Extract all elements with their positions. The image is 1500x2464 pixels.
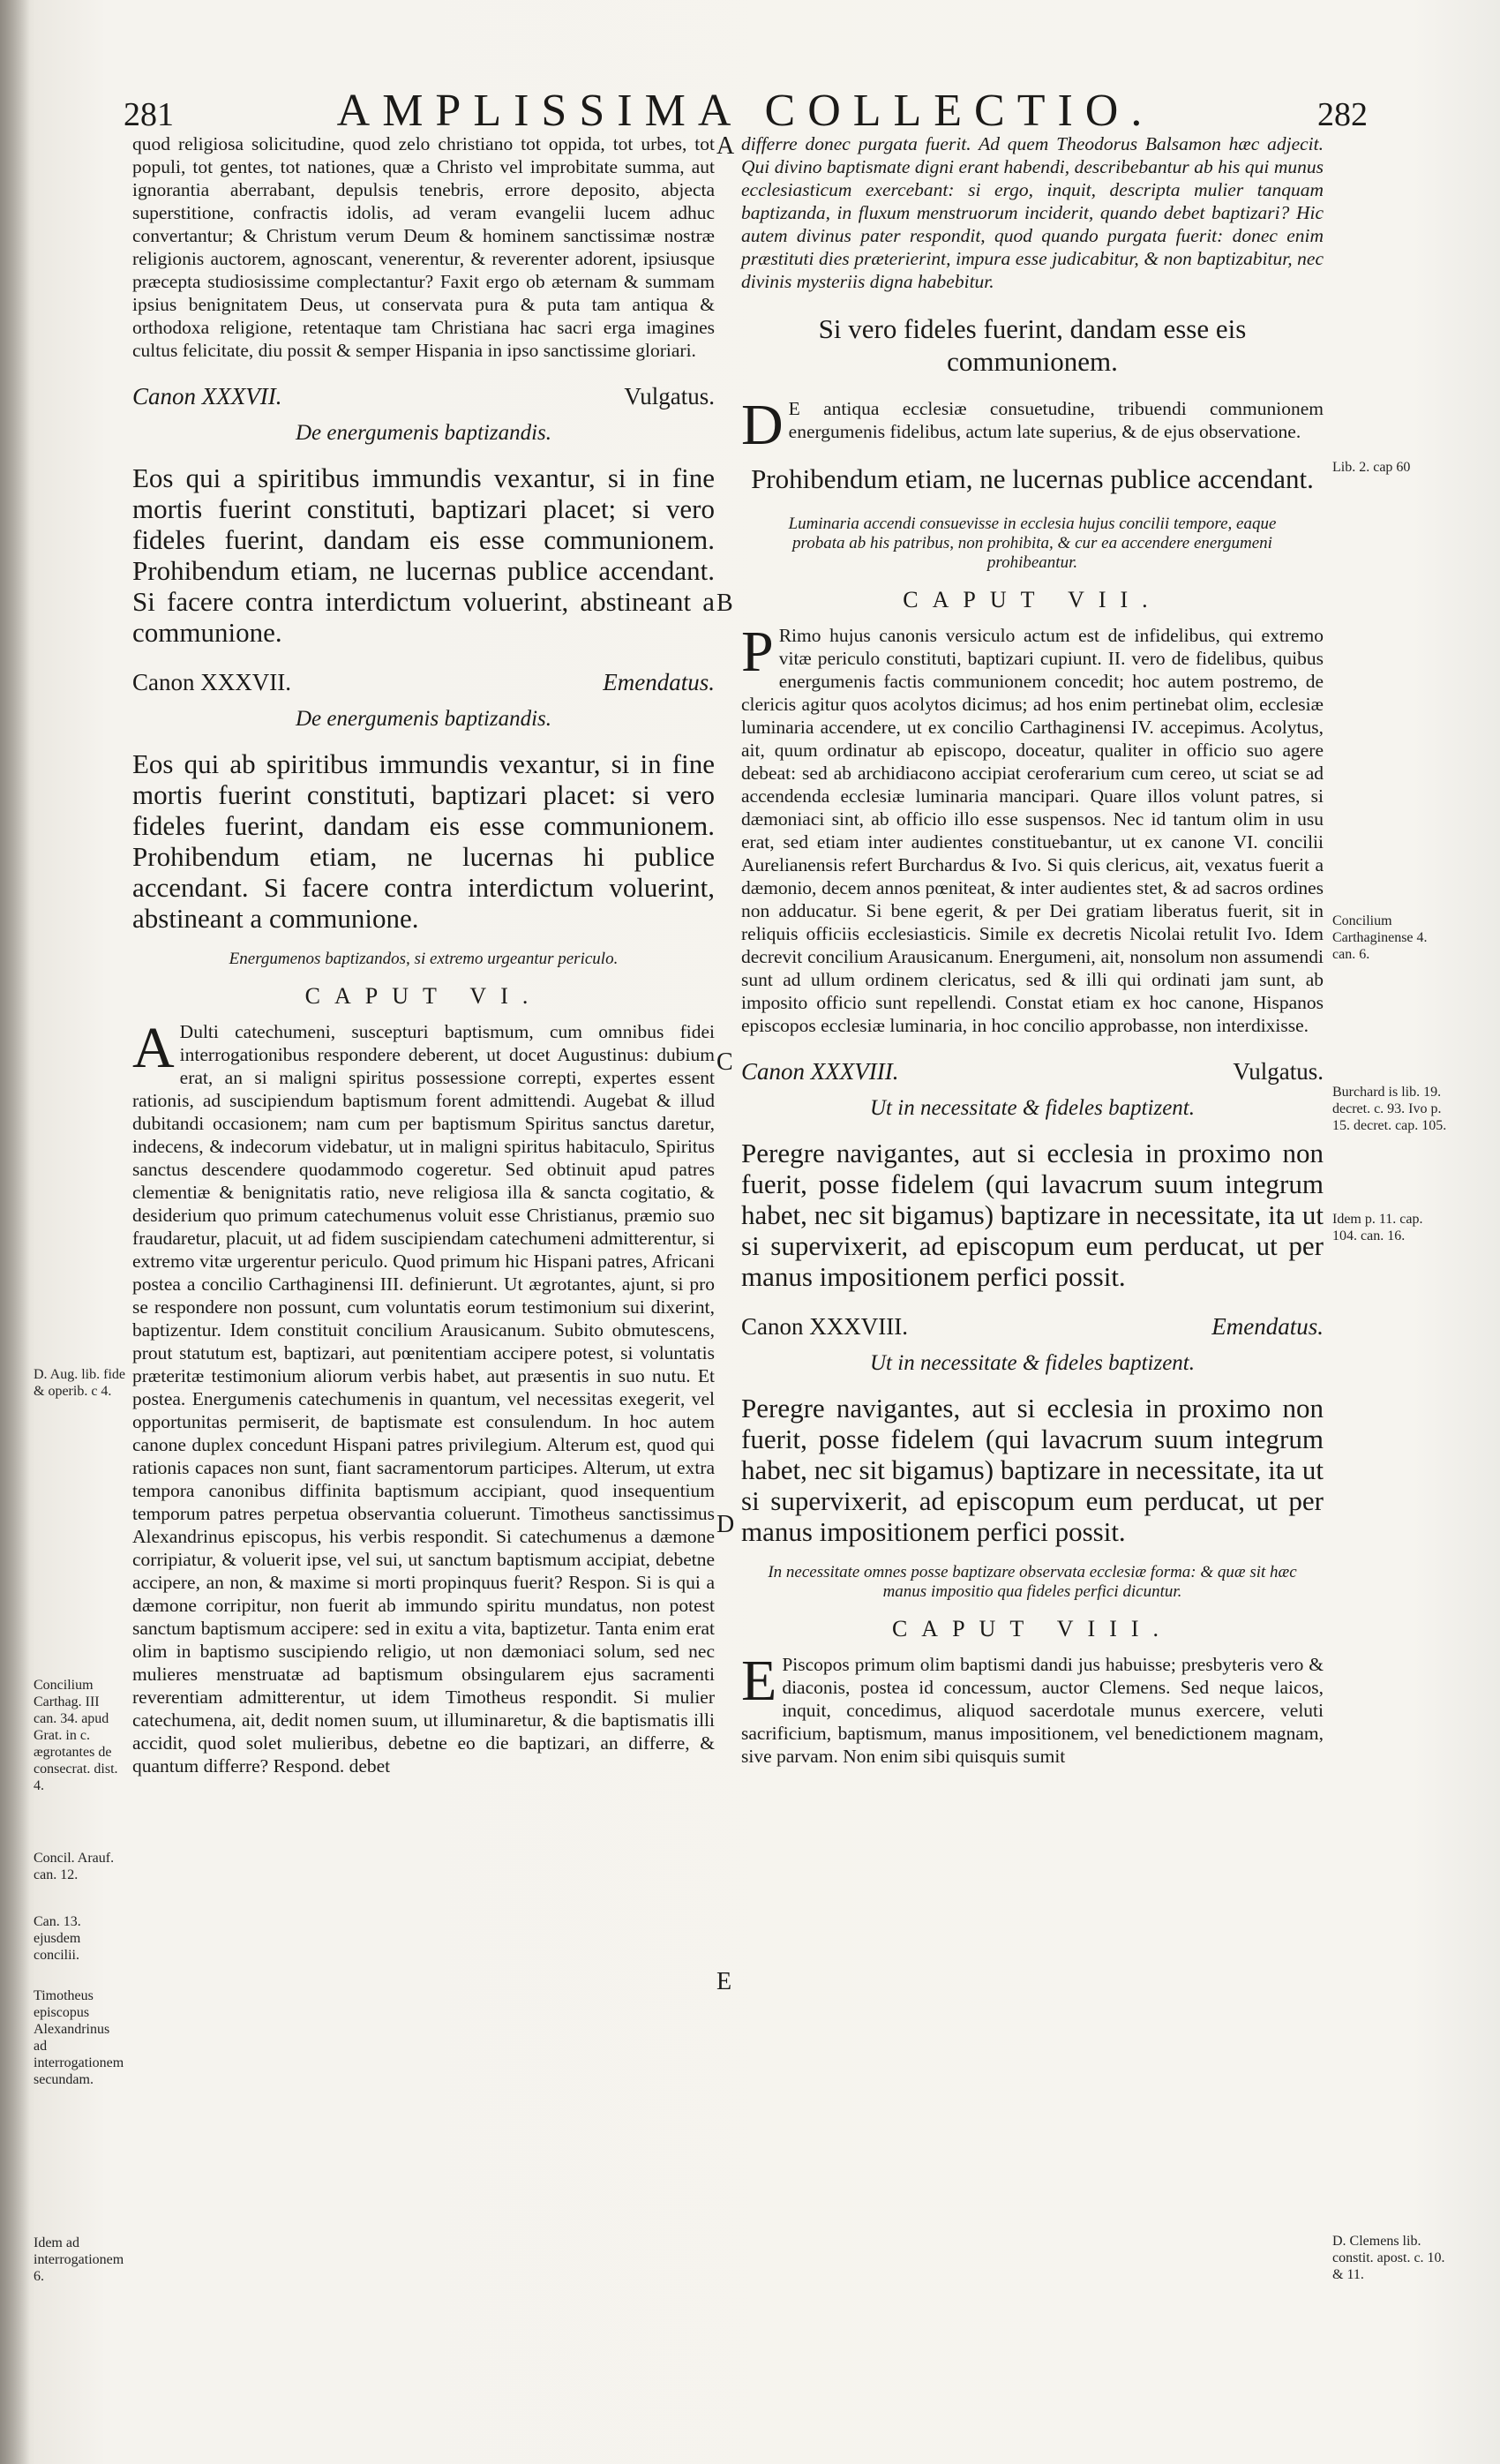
drop-cap: P — [741, 620, 774, 684]
drop-cap: E — [741, 1649, 777, 1713]
canon-heading — [132, 385, 715, 408]
chapter-text — [132, 1016, 715, 1777]
canon-text: Peregre navigantes, aut si ecclesia in proximo non fuerit, posse fidelem (qui lavacrum suum integrum habet, nec sit bigamus) baptizare in necessitate, ita ut si supervixerit, ad episcopum eum perducat, ut per manus impositionem perfici possit. — [741, 1138, 1324, 1292]
canon-number: Canon XXXVII. — [132, 669, 291, 695]
margin-note: Timotheus episcopus Alexandrinus ad interrogationem secundam. — [34, 1988, 124, 2087]
section-letter-b: B — [716, 590, 733, 617]
canon-title: Ut in necessitate & fideles baptizent. — [870, 1096, 1195, 1120]
canon-version: Vulgatus. — [1233, 1058, 1324, 1085]
running-title: AMPLISSIMA COLLECTIO. — [336, 86, 1155, 136]
canon-number: Canon XXXVIII. — [741, 1058, 899, 1085]
canon-text: Eos qui a spiritibus immundis vexantur, si in fine mortis fuerint constituti, baptizari placet; si vero fideles fuerint, dandam eis esse communionem. Prohibendum etiam, ne lucernas publice accendant. Si facere contra interdictum voluerint, abstineant a communione. — [132, 462, 715, 648]
margin-note: D. Aug. lib. fide & operib. c 4. — [34, 1367, 125, 1399]
page-number-right: 282 — [1317, 96, 1368, 133]
section-letter-c: C — [716, 1048, 733, 1076]
canon-heading — [741, 1060, 1324, 1083]
margin-note: Concil. Arauf. can. 12. — [34, 1851, 115, 1882]
chapter-summary: In necessitate omnes posse baptizare observata ecclesiæ forma: & quæ sit hæc manus impositio qua fideles perfici dicuntur. — [768, 1563, 1297, 1601]
margin-note: Idem ad interrogationem 6. — [34, 2235, 124, 2284]
canon-heading — [132, 671, 715, 694]
left-column — [132, 132, 715, 1777]
section-letter-e: E — [716, 1968, 732, 1995]
chapter-text — [741, 1649, 1324, 1768]
margin-note: Idem p. 11. cap. 104. can. 16. — [1332, 1212, 1423, 1243]
margin-note: Concilium Carthag. III can. 34. apud Grat. in c. ægrotantes de consecrat. dist. 4. — [34, 1678, 118, 1793]
canon-number: Canon XXXVIII. — [741, 1313, 908, 1340]
canon-clause: Prohibendum etiam, ne lucernas publice accendant. — [751, 463, 1314, 494]
margin-note: D. Clemens lib. constit. apost. c. 10. & 11. — [1332, 2234, 1445, 2282]
canon-title: Ut in necessitate & fideles baptizent. — [870, 1351, 1195, 1375]
canon-text: Eos qui ab spiritibus immundis vexantur, si in fine mortis fuerint constituti, baptizari placet: si vero fideles fuerint, dandam eis esse communionem. Prohibendum etiam, ne lucernas hi publice accendant. Si facere contra interdictum voluerint, abstineant a communione. — [132, 748, 715, 934]
margin-note: Lib. 2. cap 60 — [1332, 460, 1411, 475]
drop-cap: A — [132, 1016, 175, 1080]
canon-version: Emendatus. — [603, 669, 715, 695]
running-header — [124, 85, 1368, 138]
canon-number: Canon XXXVII. — [132, 383, 282, 409]
canon-heading — [741, 1315, 1324, 1338]
chapter-body: Rimo hujus canonis versiculo actum est de infidelibus, qui extremo vitæ periculo constituti, baptizari cupiunt. II. vero de fidelibus, quibus energumenis factis communionem concedit; hoc autem postremo, de clericis agitur quos acolytos dicimus; ad hos enim pertinebat olim, ecclesiæ luminaria accendere, ut ex concilio Carthaginensi IV. accepimus. Acolytus, ait, quum ordinatur ab episcopo, doceatur, qualiter in officio suo agere debeat: sed ab archidiacono accipiat ceroferarium cum cereo, ut sciat se ad accendenda ecclesiæ luminaria mancipari. Quare illos volunt patres, si dæmoniaci sint, ab officio illo esse suspensos. Nec id tantum olim in usu erat, sed etiam inter audientes constituebantur, ut ex canone VI. concilii Aurelianensis refert Burchardus & Ivo. Si quis clericus, ait, vexatus fuerit a dæmonio, decem annos pœniteat, & inter audientes stet, & ad sacros ordines non adducatur. Si bene egerit, & per Dei gratiam liberatus fuerit, sit in reliquis officiis ecclesiasticis. Simile ex decretis Nicolai retulit Ivo. Idem decrevit concilium Arausicanum. Energumeni, ait, nonsolum non assumendi sunt ad ullum ordinem clericatus, sed & illi qui ordinati jam sunt, ab imposito officio sunt repellendi. Constat etiam ex hoc canone, Hispanos episcopos ecclesiæ luminaria, in hoc concilio approbasse, non interdixisse. — [741, 625, 1324, 1036]
canon-title: De energumenis baptizandis. — [295, 421, 551, 445]
chapter-text — [741, 620, 1324, 1037]
section-letter-a: A — [716, 132, 735, 160]
canon-text: Peregre navigantes, aut si ecclesia in proximo non fuerit, posse fidelem (qui lavacrum suum integrum habet, nec sit bigamus) baptizare in necessitate, ita ut si supervixerit, ad episcopum eum perducat, ut per manus impositionem perfici possit. — [741, 1393, 1324, 1547]
canon-clause: Si vero fideles fuerint, dandam esse eis communionem. — [818, 313, 1247, 377]
chapter-heading: CAPUT VI. — [304, 983, 543, 1009]
commentary-paragraph — [741, 393, 1324, 457]
margin-note: Concilium Carthaginense 4. can. 6. — [1332, 913, 1428, 962]
continued-paragraph: differre donec purgata fuerit. Ad quem Theodorus Balsamon hæc adjecit. Qui divino baptismate digni erant habendi, describebantur ab his qui munus ecclesiasticum exercebant: si ergo, inquit, descripta mulier tanquam baptizanda, in fluxum menstruorum inciderit, quando debet baptizari? Hic autem divinus pater respondit, quod quando purgata fuerit: donec enim præstituti dies præterierint, impura esse judicabitur, & non baptizabitur, nec divinis mysteriis digna habebitur. — [741, 133, 1324, 292]
canon-version: Vulgatus. — [624, 383, 715, 409]
chapter-body: Dulti catechumeni, suscepturi baptismum, cum omnibus fidei interrogationibus respondere deberent, ut docet Augustinus: dubium erat, an si maligni spiritus possessione correpti, expertes essent rationis, ad suscipiendum baptismum forent admittendi. Augebat & illud dubitandi occasionem; nam cum per baptismum Spiritus sanctus daretur, indecens, & indecorum videbatur, ut in maligni spiritus habitaculo, Spiritus sanctus descendere quodammodo cogeretur. Sed obtinuit apud patres clementiæ & benignitatis ratio, neve religiosa illa & sancta cogitatio, & desiderium quo primum catechumenus voluit esse Christianus, præmio suo fraudaretur, placuit, ut ad fidem suscipiendam catechumeni admitterentur, si extremo vitæ urgerentur periculo. Quod primum hic Hispani patres, Africani postea a concilio Carthaginensi III. definierunt. Ut ægrotantes, ajunt, si pro se respondere non possunt, cum voluntatis eorum testimonium sui dixerint, baptizentur. Idem constituit concilium Arausicanum. Subito obmutescens, prout statutum est, baptizari, aut pœnitentiam accipere potest, si voluntatis præteritæ testimonium aliorum verbis habet, aut præsentis in suo nutu. Et postea. Energumenis catechumenis in quantum, vel necessitas exegerit, vel opportunitas permiserit, de baptismate est consulendum. In hoc autem canone duplex concedunt Hispani patres privilegium. Alterum est, quod qui rationis capaces non sunt, fiant sacramentorum participes. Alterum, ut extra tempora canonibus diffinita baptismum accipiant, quod insequentium temporum patres perpetua observantia coluerunt. Timotheus sanctissimus Alexandrinus episcopus, his verbis respondit. Si catechumenus a dæmone corripiatur, & voluerit ipse, vel sui, ut sanctum baptismum accipiat, debetne accipere, an non, & maxime si morti propinquus fuerit? Respon. Si is qui a dæmone corripitur, non fuerit ab immundo spiritu mundatus, non potest sanctum baptismum accipere: sed in exitu a vita, baptizetur. Tanta enim erat olim in baptismo suscipiendo religio, ut non dæmoniaci solum, sed nec mulieres menstruatæ ad baptismum obsingularem ejus sacramenti reverentiam admitterentur, ut idem Timotheus respondit. Si mulier catechumena, ait, dedit nomen suum, ut illuminaretur, & die baptismatis illi accidit, quod solet mulieribus, debetne eo die baptizari, an differre, & quantum differre? Respond. debet — [132, 1021, 715, 1777]
margin-note: Can. 13. ejusdem concilii. — [34, 1914, 81, 1963]
paragraph-body: E antiqua ecclesiæ consuetudine, tribuendi communionem energumenis fidelibus, actum late superius, & de ejus observatione. — [788, 398, 1324, 442]
chapter-summary: Luminaria accendi consuevisse in ecclesia hujus concilii tempore, eaque probata ab his patribus, non prohibita, & cur ea accendere energumeni prohibeantur. — [788, 515, 1277, 572]
drop-cap: D — [741, 393, 784, 457]
page-number-left: 281 — [124, 96, 174, 133]
margin-note: Burchard is lib. 19. decret. c. 93. Ivo p. 15. decret. cap. 105. — [1332, 1085, 1447, 1133]
chapter-body: Piscopos primum olim baptismi dandi jus habuisse; presbyteris vero & diaconis, postea id concessum, auctor Clemens. Sed neque laicos, inquit, concedimus, aliquod sacerdotale munus exercere, veluti sacrificium, baptismum, manus impositionem, vel benedictionem magnam, sive parvam. Non enim sibi quisquis sumit — [741, 1654, 1324, 1767]
intro-paragraph: quod religiosa solicitudine, quod zelo christiano tot oppida, tot urbes, tot populi, tot gentes, tot nationes, quæ a Christo vel improbitate summa, aut ignorantia aberrabant, depulsis tenebris, errore deposito, abjecta superstitione, confractis idolis, ad veram evangelii lucem adhuc convertantur; & Christum verum Deum & hominem sanctissimæ nostræ religionis auctorem, agnoscant, venerentur, & reverenter adorent, ipsiusque præcepta studiosissime complectantur? Faxit ergo ob æternam & summam ipsius benignitatem Deus, ut conservata pura & puta tam antiqua & orthodoxa religione, retentaque tam Christiana hac sacri erga imagines cultus felicitate, diu possit & semper Hispania in ipso sanctissime gloriari. — [132, 133, 715, 361]
chapter-heading: CAPUT VIII. — [891, 1616, 1174, 1641]
chapter-heading: CAPUT VII. — [903, 587, 1162, 612]
binding-shadow — [0, 0, 30, 2464]
section-letter-d: D — [716, 1511, 735, 1538]
chapter-summary: Energumenos baptizandos, si extremo urgeantur periculo. — [229, 950, 619, 968]
right-column — [741, 132, 1324, 1768]
canon-title: De energumenis baptizandis. — [295, 707, 551, 731]
canon-version: Emendatus. — [1211, 1313, 1324, 1340]
